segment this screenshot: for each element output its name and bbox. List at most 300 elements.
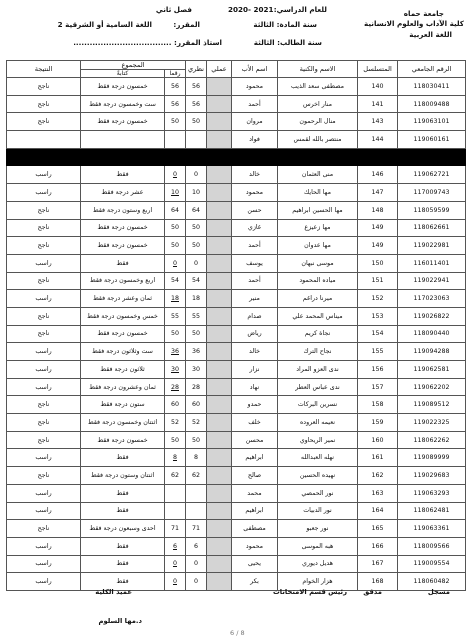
- table-row: [7, 484, 466, 502]
- cell-result: راسب: [7, 484, 81, 502]
- cell-serial: 144: [358, 131, 398, 149]
- cell-university-id: 119062202: [398, 378, 466, 396]
- cell-theory: 56: [186, 78, 207, 96]
- table-row: [7, 95, 466, 113]
- cell-university-id: 119009554: [398, 555, 466, 573]
- cell-father-name: حسن: [232, 201, 278, 219]
- cell-practical: [207, 396, 232, 414]
- cell-result: ناجح: [7, 113, 81, 131]
- cell-student-name: ندى عباس العطر: [278, 378, 358, 396]
- cell-father-name: [232, 148, 278, 166]
- cell-total-digits: 36: [165, 343, 186, 361]
- cell-practical: [207, 219, 232, 237]
- cell-theory: 36: [186, 343, 207, 361]
- table-row: [7, 343, 466, 361]
- cell-practical: [207, 378, 232, 396]
- cell-total-words: ثمان وعشرون درجة فقط: [81, 378, 165, 396]
- student-year: سنة الطالب: الثالثة: [253, 38, 322, 47]
- cell-student-name: مها الحسين ابراهيم: [278, 201, 358, 219]
- cell-total-words: [81, 148, 165, 166]
- cell-serial: 149: [358, 219, 398, 237]
- table-row: [7, 131, 466, 149]
- cell-practical: [207, 467, 232, 485]
- cell-theory: 18: [186, 290, 207, 308]
- cell-serial: 157: [358, 378, 398, 396]
- cell-result: ناجح: [7, 520, 81, 538]
- cell-student-name: منال الرحمون: [278, 113, 358, 131]
- cell-total-digits: 71: [165, 520, 186, 538]
- cell-total-words: اربع وستون درجة فقط: [81, 201, 165, 219]
- course-year: سنة المادة: الثالثة: [253, 20, 317, 29]
- cell-university-id: 119094288: [398, 343, 466, 361]
- cell-result: راسب: [7, 449, 81, 467]
- cell-result: ناجح: [7, 431, 81, 449]
- cell-university-id: 119022941: [398, 272, 466, 290]
- cell-serial: 167: [358, 555, 398, 573]
- cell-total-digits: 30: [165, 361, 186, 379]
- cell-total-words: فقط: [81, 254, 165, 272]
- cell-practical: [207, 449, 232, 467]
- cell-practical: [207, 95, 232, 113]
- cell-serial: 158: [358, 396, 398, 414]
- cell-practical: [207, 573, 232, 591]
- cell-total-digits: 0: [165, 555, 186, 573]
- cell-result: ناجح: [7, 237, 81, 255]
- cell-father-name: نهاد: [232, 378, 278, 396]
- cell-total-words: فقط: [81, 484, 165, 502]
- cell-result: راسب: [7, 361, 81, 379]
- col-header-father: اسم الأب: [232, 61, 278, 78]
- cell-total-digits: 6: [165, 537, 186, 555]
- cell-student-name: ندى العزو المراد: [278, 361, 358, 379]
- cell-total-digits: [165, 502, 186, 520]
- cell-university-id: 119062581: [398, 361, 466, 379]
- cell-father-name: محمود: [232, 184, 278, 202]
- semester: فصل ثاني: [155, 5, 192, 14]
- cell-practical: [207, 131, 232, 149]
- cell-student-name: نور جعبو: [278, 520, 358, 538]
- table-row: [7, 467, 466, 485]
- cell-theory: 0: [186, 254, 207, 272]
- cell-practical: [207, 431, 232, 449]
- cell-result: ناجح: [7, 219, 81, 237]
- cell-result: ناجح: [7, 467, 81, 485]
- cell-total-words: ست وثلاثون درجة فقط: [81, 343, 165, 361]
- cell-theory: 52: [186, 414, 207, 432]
- cell-total-words: خمس وخمسون درجة فقط: [81, 307, 165, 325]
- cell-total-digits: 60: [165, 396, 186, 414]
- cell-result: راسب: [7, 502, 81, 520]
- cell-practical: [207, 290, 232, 308]
- cell-total-digits: 56: [165, 78, 186, 96]
- cell-serial: 156: [358, 361, 398, 379]
- cell-practical: [207, 484, 232, 502]
- cell-theory: 56: [186, 95, 207, 113]
- cell-theory: 64: [186, 201, 207, 219]
- col-header-total: المجموع: [81, 61, 186, 70]
- cell-serial: 146: [358, 166, 398, 184]
- cell-father-name: يحيى: [232, 555, 278, 573]
- table-row: [7, 201, 466, 219]
- cell-father-name: صالح: [232, 467, 278, 485]
- cell-university-id: 119022981: [398, 237, 466, 255]
- cell-student-name: مها زعيزع: [278, 219, 358, 237]
- col-header-id: الرقم الجامعي: [398, 61, 466, 78]
- cell-father-name: رياض: [232, 325, 278, 343]
- cell-theory: [186, 484, 207, 502]
- cell-total-words: فقط: [81, 555, 165, 573]
- cell-theory: 55: [186, 307, 207, 325]
- cell-theory: 50: [186, 431, 207, 449]
- cell-total-words: ثلاثون درجة فقط: [81, 361, 165, 379]
- cell-university-id: 119026822: [398, 307, 466, 325]
- col-header-total-digits: رقماً: [165, 70, 186, 78]
- cell-theory: 50: [186, 237, 207, 255]
- cell-student-name: ميرنا دراغم: [278, 290, 358, 308]
- cell-father-name: مروان: [232, 113, 278, 131]
- cell-student-name: موسى نبهان: [278, 254, 358, 272]
- cell-total-words: خمسون درجة فقط: [81, 219, 165, 237]
- cell-father-name: محمود: [232, 537, 278, 555]
- recorder-label: مسجل: [427, 588, 450, 596]
- cell-university-id: 119089999: [398, 449, 466, 467]
- cell-serial: 165: [358, 520, 398, 538]
- table-row: [7, 396, 466, 414]
- cell-university-id: 118009566: [398, 537, 466, 555]
- table-row: [7, 325, 466, 343]
- cell-result: راسب: [7, 537, 81, 555]
- cell-total-digits: [165, 131, 186, 149]
- cell-theory: 0: [186, 573, 207, 591]
- table-row: [7, 555, 466, 573]
- cell-serial: 147: [358, 184, 398, 202]
- col-header-total-words: كتابةً: [81, 70, 165, 78]
- cell-serial: 161: [358, 449, 398, 467]
- table-row: [7, 378, 466, 396]
- table-row: [7, 219, 466, 237]
- cell-result: راسب: [7, 184, 81, 202]
- table-row: [7, 502, 466, 520]
- cell-total-digits: 50: [165, 113, 186, 131]
- table-row: [7, 237, 466, 255]
- cell-practical: [207, 237, 232, 255]
- cell-student-name: نجاح الترك: [278, 343, 358, 361]
- cell-result: [7, 148, 81, 166]
- cell-theory: 6: [186, 537, 207, 555]
- cell-practical: [207, 325, 232, 343]
- cell-serial: 154: [358, 325, 398, 343]
- cell-total-words: احدى وسبعون درجة فقط: [81, 520, 165, 538]
- cell-result: ناجح: [7, 201, 81, 219]
- cell-total-digits: 62: [165, 467, 186, 485]
- cell-total-digits: [165, 484, 186, 502]
- cell-university-id: 116011401: [398, 254, 466, 272]
- cell-result: ناجح: [7, 414, 81, 432]
- table-row: [7, 520, 466, 538]
- academic-year-value: 2020- 2021: [228, 5, 274, 14]
- cell-father-name: يوسف: [232, 254, 278, 272]
- cell-serial: 152: [358, 290, 398, 308]
- cell-serial: 150: [358, 254, 398, 272]
- cell-total-words: اثنتان وستون درجة فقط: [81, 467, 165, 485]
- cell-university-id: 118062661: [398, 219, 466, 237]
- cell-student-name: [278, 148, 358, 166]
- cell-total-words: اربع وخمسون درجة فقط: [81, 272, 165, 290]
- table-row: [7, 414, 466, 432]
- cell-student-name: نهيده الحسين: [278, 467, 358, 485]
- col-header-practical: عملي: [207, 61, 232, 78]
- cell-result: ناجح: [7, 272, 81, 290]
- cell-student-name: نور الحمصي: [278, 484, 358, 502]
- cell-practical: [207, 166, 232, 184]
- cell-result: ناجح: [7, 95, 81, 113]
- cell-father-name: بكر: [232, 573, 278, 591]
- cell-university-id: 118062262: [398, 431, 466, 449]
- cell-theory: 71: [186, 520, 207, 538]
- cell-serial: 153: [358, 307, 398, 325]
- cell-university-id: 118090440: [398, 325, 466, 343]
- cell-total-digits: 55: [165, 307, 186, 325]
- cell-student-name: نعيمه العروده: [278, 414, 358, 432]
- cell-student-name: نهله العبدالله: [278, 449, 358, 467]
- cell-total-words: اثنتان وخمسون درجة فقط: [81, 414, 165, 432]
- cell-result: ناجح: [7, 325, 81, 343]
- cell-theory: 0: [186, 166, 207, 184]
- cell-father-name: غازي: [232, 219, 278, 237]
- cell-serial: 151: [358, 272, 398, 290]
- page-indicator: 6 / 8: [230, 629, 245, 637]
- cell-father-name: محمود: [232, 78, 278, 96]
- table-row: [7, 148, 466, 166]
- cell-student-name: منار اخرس: [278, 95, 358, 113]
- cell-total-digits: 0: [165, 254, 186, 272]
- dean-label: عميد الكلية: [95, 588, 132, 596]
- table-row: [7, 573, 466, 591]
- cell-practical: [207, 537, 232, 555]
- cell-serial: 149: [358, 237, 398, 255]
- table-row: [7, 361, 466, 379]
- cell-student-name: منى العثمان: [278, 166, 358, 184]
- department-name: اللغة العربية: [409, 30, 452, 39]
- cell-total-words: ثمان وعشر درجة فقط: [81, 290, 165, 308]
- cell-theory: 8: [186, 449, 207, 467]
- cell-father-name: خالد: [232, 166, 278, 184]
- cell-total-digits: 50: [165, 431, 186, 449]
- cell-serial: 148: [358, 201, 398, 219]
- cell-student-name: ميناس المحمد علي: [278, 307, 358, 325]
- cell-theory: 30: [186, 361, 207, 379]
- cell-serial: 162: [358, 467, 398, 485]
- cell-total-digits: 0: [165, 166, 186, 184]
- cell-total-digits: 50: [165, 325, 186, 343]
- course-name: اللغة السامية أو الشرقية 2: [57, 20, 152, 29]
- cell-father-name: أحمد: [232, 272, 278, 290]
- cell-result: ناجح: [7, 78, 81, 96]
- cell-practical: [207, 254, 232, 272]
- cell-theory: 50: [186, 219, 207, 237]
- cell-university-id: 117023063: [398, 290, 466, 308]
- cell-student-name: نجاة كريم: [278, 325, 358, 343]
- cell-serial: 164: [358, 502, 398, 520]
- table-row: [7, 184, 466, 202]
- cell-father-name: حمدو: [232, 396, 278, 414]
- cell-theory: 54: [186, 272, 207, 290]
- cell-total-digits: 28: [165, 378, 186, 396]
- cell-father-name: أحمد: [232, 95, 278, 113]
- cell-university-id: 118060482: [398, 573, 466, 591]
- cell-serial: 163: [358, 484, 398, 502]
- cell-total-digits: 64: [165, 201, 186, 219]
- cell-total-digits: 56: [165, 95, 186, 113]
- cell-total-words: ستون درجة فقط: [81, 396, 165, 414]
- cell-student-name: هزار الخوام: [278, 573, 358, 591]
- cell-practical: [207, 343, 232, 361]
- cell-serial: 159: [358, 414, 398, 432]
- cell-total-digits: 52: [165, 414, 186, 432]
- cell-result: راسب: [7, 573, 81, 591]
- cell-theory: 10: [186, 184, 207, 202]
- cell-serial: 168: [358, 573, 398, 591]
- course-label: المقرر:: [173, 20, 200, 29]
- cell-practical: [207, 414, 232, 432]
- cell-student-name: منتصر بالله لقمس: [278, 131, 358, 149]
- cell-university-id: 119022325: [398, 414, 466, 432]
- cell-father-name: صدام: [232, 307, 278, 325]
- cell-serial: 166: [358, 537, 398, 555]
- cell-father-name: محسن: [232, 431, 278, 449]
- table-row: [7, 307, 466, 325]
- cell-result: [7, 131, 81, 149]
- faculty-name: كلية الآداب والعلوم الانسانية: [363, 19, 464, 28]
- cell-father-name: محمد: [232, 484, 278, 502]
- cell-practical: [207, 361, 232, 379]
- cell-serial: 141: [358, 95, 398, 113]
- cell-result: ناجح: [7, 307, 81, 325]
- cell-university-id: 117009743: [398, 184, 466, 202]
- cell-total-digits: 8: [165, 449, 186, 467]
- cell-university-id: 119063293: [398, 484, 466, 502]
- cell-university-id: 118030411: [398, 78, 466, 96]
- table-row: [7, 254, 466, 272]
- cell-serial: 143: [358, 113, 398, 131]
- cell-total-words: فقط: [81, 502, 165, 520]
- cell-total-words: عشر درجة فقط: [81, 184, 165, 202]
- cell-total-digits: 18: [165, 290, 186, 308]
- cell-student-name: نمير الريحاوي: [278, 431, 358, 449]
- cell-theory: 28: [186, 378, 207, 396]
- col-header-name: الاسم والكنية: [278, 61, 358, 78]
- table-row: [7, 431, 466, 449]
- cell-father-name: ابراهيم: [232, 449, 278, 467]
- cell-practical: [207, 113, 232, 131]
- table-row: [7, 78, 466, 96]
- cell-practical: [207, 502, 232, 520]
- col-header-result: النتيجة: [7, 61, 81, 78]
- cell-theory: 0: [186, 555, 207, 573]
- cell-result: راسب: [7, 378, 81, 396]
- cell-total-digits: 50: [165, 219, 186, 237]
- cell-practical: [207, 520, 232, 538]
- cell-father-name: خلف: [232, 414, 278, 432]
- cell-theory: 60: [186, 396, 207, 414]
- signer-name: د.مها السلوم: [98, 617, 142, 625]
- cell-university-id: 119089512: [398, 396, 466, 414]
- results-table: [6, 60, 466, 591]
- cell-student-name: نور الدبيات: [278, 502, 358, 520]
- cell-total-words: ست وخمسون درجة فقط: [81, 95, 165, 113]
- cell-total-digits: 10: [165, 184, 186, 202]
- cell-father-name: منير: [232, 290, 278, 308]
- cell-theory: [186, 148, 207, 166]
- cell-total-words: خمسون درجة فقط: [81, 237, 165, 255]
- cell-total-words: خمسون درجة فقط: [81, 113, 165, 131]
- table-row: [7, 272, 466, 290]
- cell-total-words: خمسون درجة فقط: [81, 325, 165, 343]
- cell-practical: [207, 307, 232, 325]
- cell-father-name: خالد: [232, 343, 278, 361]
- cell-result: راسب: [7, 166, 81, 184]
- cell-total-digits: 50: [165, 237, 186, 255]
- cell-student-name: مصطفى سعد الذيب: [278, 78, 358, 96]
- cell-total-digits: [165, 148, 186, 166]
- cell-practical: [207, 148, 232, 166]
- cell-university-id: 119063101: [398, 113, 466, 131]
- cell-student-name: مها عدوان: [278, 237, 358, 255]
- cell-theory: 50: [186, 113, 207, 131]
- cell-practical: [207, 184, 232, 202]
- cell-university-id: 119063361: [398, 520, 466, 538]
- university-name: جامعة حماه: [403, 9, 444, 18]
- cell-result: راسب: [7, 254, 81, 272]
- cell-result: راسب: [7, 290, 81, 308]
- cell-practical: [207, 78, 232, 96]
- exams-head-label: رئيس قسم الامتحانات: [272, 588, 347, 596]
- cell-total-words: فقط: [81, 166, 165, 184]
- cell-student-name: هبه الموسى: [278, 537, 358, 555]
- cell-theory: 50: [186, 325, 207, 343]
- cell-total-words: فقط: [81, 449, 165, 467]
- cell-father-name: مصطفى: [232, 520, 278, 538]
- cell-university-id: [398, 148, 466, 166]
- cell-father-name: نزار: [232, 361, 278, 379]
- cell-theory: [186, 502, 207, 520]
- cell-total-digits: 54: [165, 272, 186, 290]
- academic-year-label: للعام الدراسي:: [273, 5, 327, 14]
- cell-total-digits: 0: [165, 573, 186, 591]
- table-row: [7, 290, 466, 308]
- checker-label: مدقق: [363, 588, 382, 596]
- cell-student-name: مها الحايك: [278, 184, 358, 202]
- cell-university-id: 118062481: [398, 502, 466, 520]
- cell-university-id: 119062721: [398, 166, 466, 184]
- cell-serial: 140: [358, 78, 398, 96]
- cell-university-id: 119029683: [398, 467, 466, 485]
- cell-student-name: هديل ديوري: [278, 555, 358, 573]
- cell-serial: 160: [358, 431, 398, 449]
- cell-student-name: مياده المحمود: [278, 272, 358, 290]
- table-row: [7, 449, 466, 467]
- cell-university-id: 119060161: [398, 131, 466, 149]
- cell-total-words: [81, 131, 165, 149]
- cell-father-name: فواد: [232, 131, 278, 149]
- cell-serial: [358, 148, 398, 166]
- cell-result: ناجح: [7, 396, 81, 414]
- table-row: [7, 113, 466, 131]
- col-header-theory: نظري: [186, 61, 207, 78]
- cell-father-name: أحمد: [232, 237, 278, 255]
- cell-theory: [186, 131, 207, 149]
- cell-total-words: فقط: [81, 537, 165, 555]
